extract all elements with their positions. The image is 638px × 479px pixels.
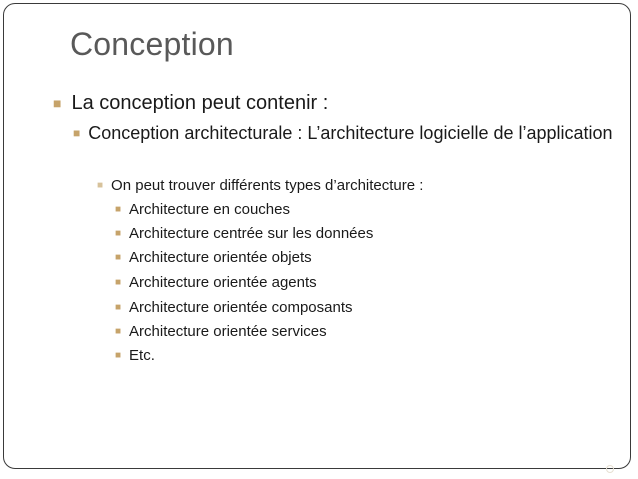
list-item-text: Etc. — [129, 347, 155, 364]
list-item-text: Architecture orientée objets — [129, 249, 312, 266]
list-item-text: Architecture orientée composants — [129, 299, 353, 316]
square-bullet-icon: ■ — [115, 277, 122, 288]
bullet-text: Conception architecturale : L’architecture logicielle de l’application — [88, 123, 613, 143]
list-item — [115, 273, 317, 292]
square-bullet-icon: ■ — [53, 95, 62, 111]
list-item — [115, 224, 373, 243]
square-bullet-icon: ■ — [115, 326, 122, 337]
square-bullet-icon: ■ — [97, 180, 104, 191]
bullet-level2 — [73, 122, 613, 145]
bullet-level3 — [97, 176, 423, 195]
list-item — [115, 346, 155, 365]
square-bullet-icon: ■ — [115, 350, 122, 361]
list-item — [115, 298, 353, 317]
slide-title: Conception — [70, 26, 234, 62]
bullet-text: On peut trouver différents types d’architecture : — [111, 177, 424, 194]
list-item — [115, 200, 290, 219]
list-item-text: Architecture orientée services — [129, 323, 327, 340]
bullet-text: La conception peut contenir : — [71, 92, 329, 114]
list-item-text: Architecture en couches — [129, 201, 290, 218]
list-item-text: Architecture orientée agents — [129, 274, 317, 291]
square-bullet-icon: ■ — [115, 252, 122, 263]
square-bullet-icon: ■ — [73, 126, 81, 140]
list-item — [115, 248, 312, 267]
square-bullet-icon: ■ — [115, 302, 122, 313]
bullet-level1 — [53, 91, 328, 115]
square-bullet-icon: ■ — [115, 204, 122, 215]
list-item-text: Architecture centrée sur les données — [129, 225, 374, 242]
list-item — [115, 322, 327, 341]
corner-decoration — [606, 465, 614, 473]
square-bullet-icon: ■ — [115, 228, 122, 239]
